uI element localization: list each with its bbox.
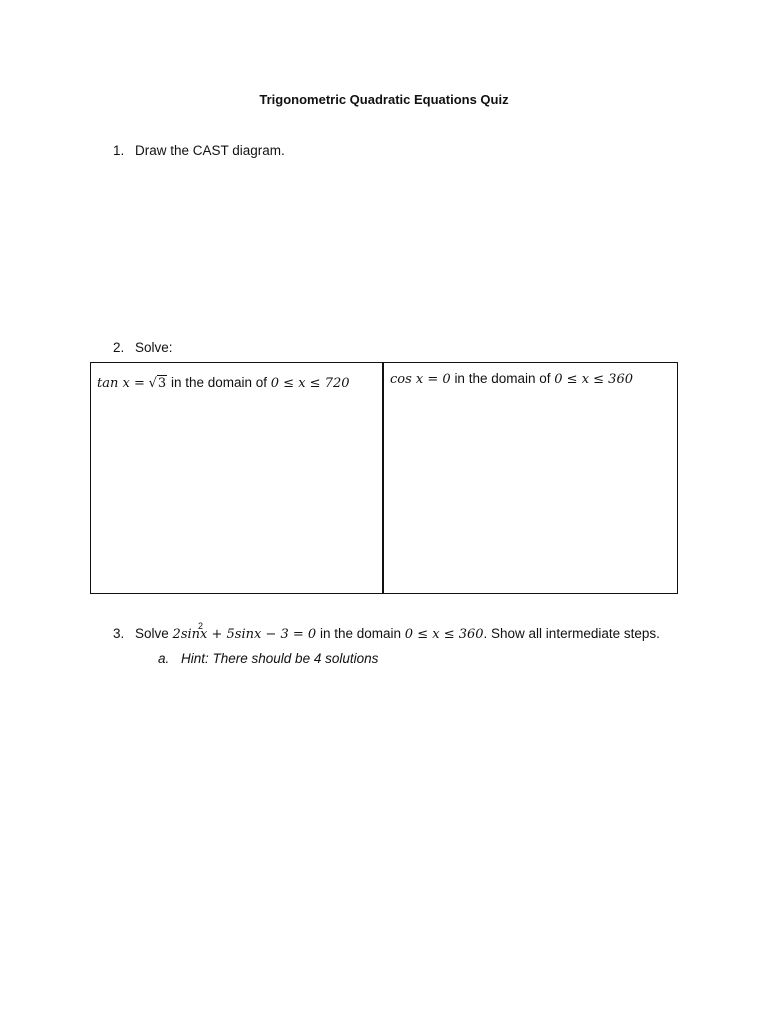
hint-text: Hint: There should be 4 solutions — [181, 651, 379, 666]
square-root: √3 — [148, 376, 167, 391]
question-text: Draw the CAST diagram. — [135, 143, 285, 158]
hint-letter: a. — [158, 651, 170, 666]
equation-part-a: 2sin — [172, 627, 201, 642]
question-number: 3. — [113, 626, 125, 641]
answer-table — [90, 362, 678, 594]
domain-text: in the domain — [319, 626, 402, 641]
quiz-title: Trigonometric Quadratic Equations Quiz — [259, 92, 509, 107]
domain-text: in the domain of — [170, 375, 268, 390]
equation-lhs: tan x = — [97, 376, 145, 391]
answer-cell-left[interactable] — [91, 363, 384, 593]
sqrt-argument: 3 — [157, 376, 167, 391]
equation-prompt-right — [390, 371, 633, 387]
domain-inequality: 0 ≤ x ≤ 360 — [554, 372, 633, 387]
solve-label: Solve — [135, 626, 169, 641]
question-3 — [113, 621, 660, 642]
question-number: 1. — [113, 143, 125, 158]
equation: cos x = 0 — [390, 372, 451, 387]
question-number: 2. — [113, 340, 125, 355]
question-2 — [113, 340, 173, 355]
answer-cell-right[interactable] — [384, 363, 677, 593]
instruction-text: . Show all intermediate steps. — [483, 626, 660, 641]
hint — [158, 651, 378, 666]
domain-inequality: 0 ≤ x ≤ 720 — [270, 376, 350, 391]
question-text: Solve: — [135, 340, 173, 355]
domain-inequality: 0 ≤ x ≤ 360 — [404, 627, 484, 642]
equation-exponent: 2 — [198, 621, 204, 631]
question-1 — [113, 143, 285, 158]
domain-text: in the domain of — [454, 371, 551, 386]
equation-prompt-left — [97, 375, 350, 391]
equation-part-b: x + 5sinx − 3 = 0 — [200, 627, 317, 642]
